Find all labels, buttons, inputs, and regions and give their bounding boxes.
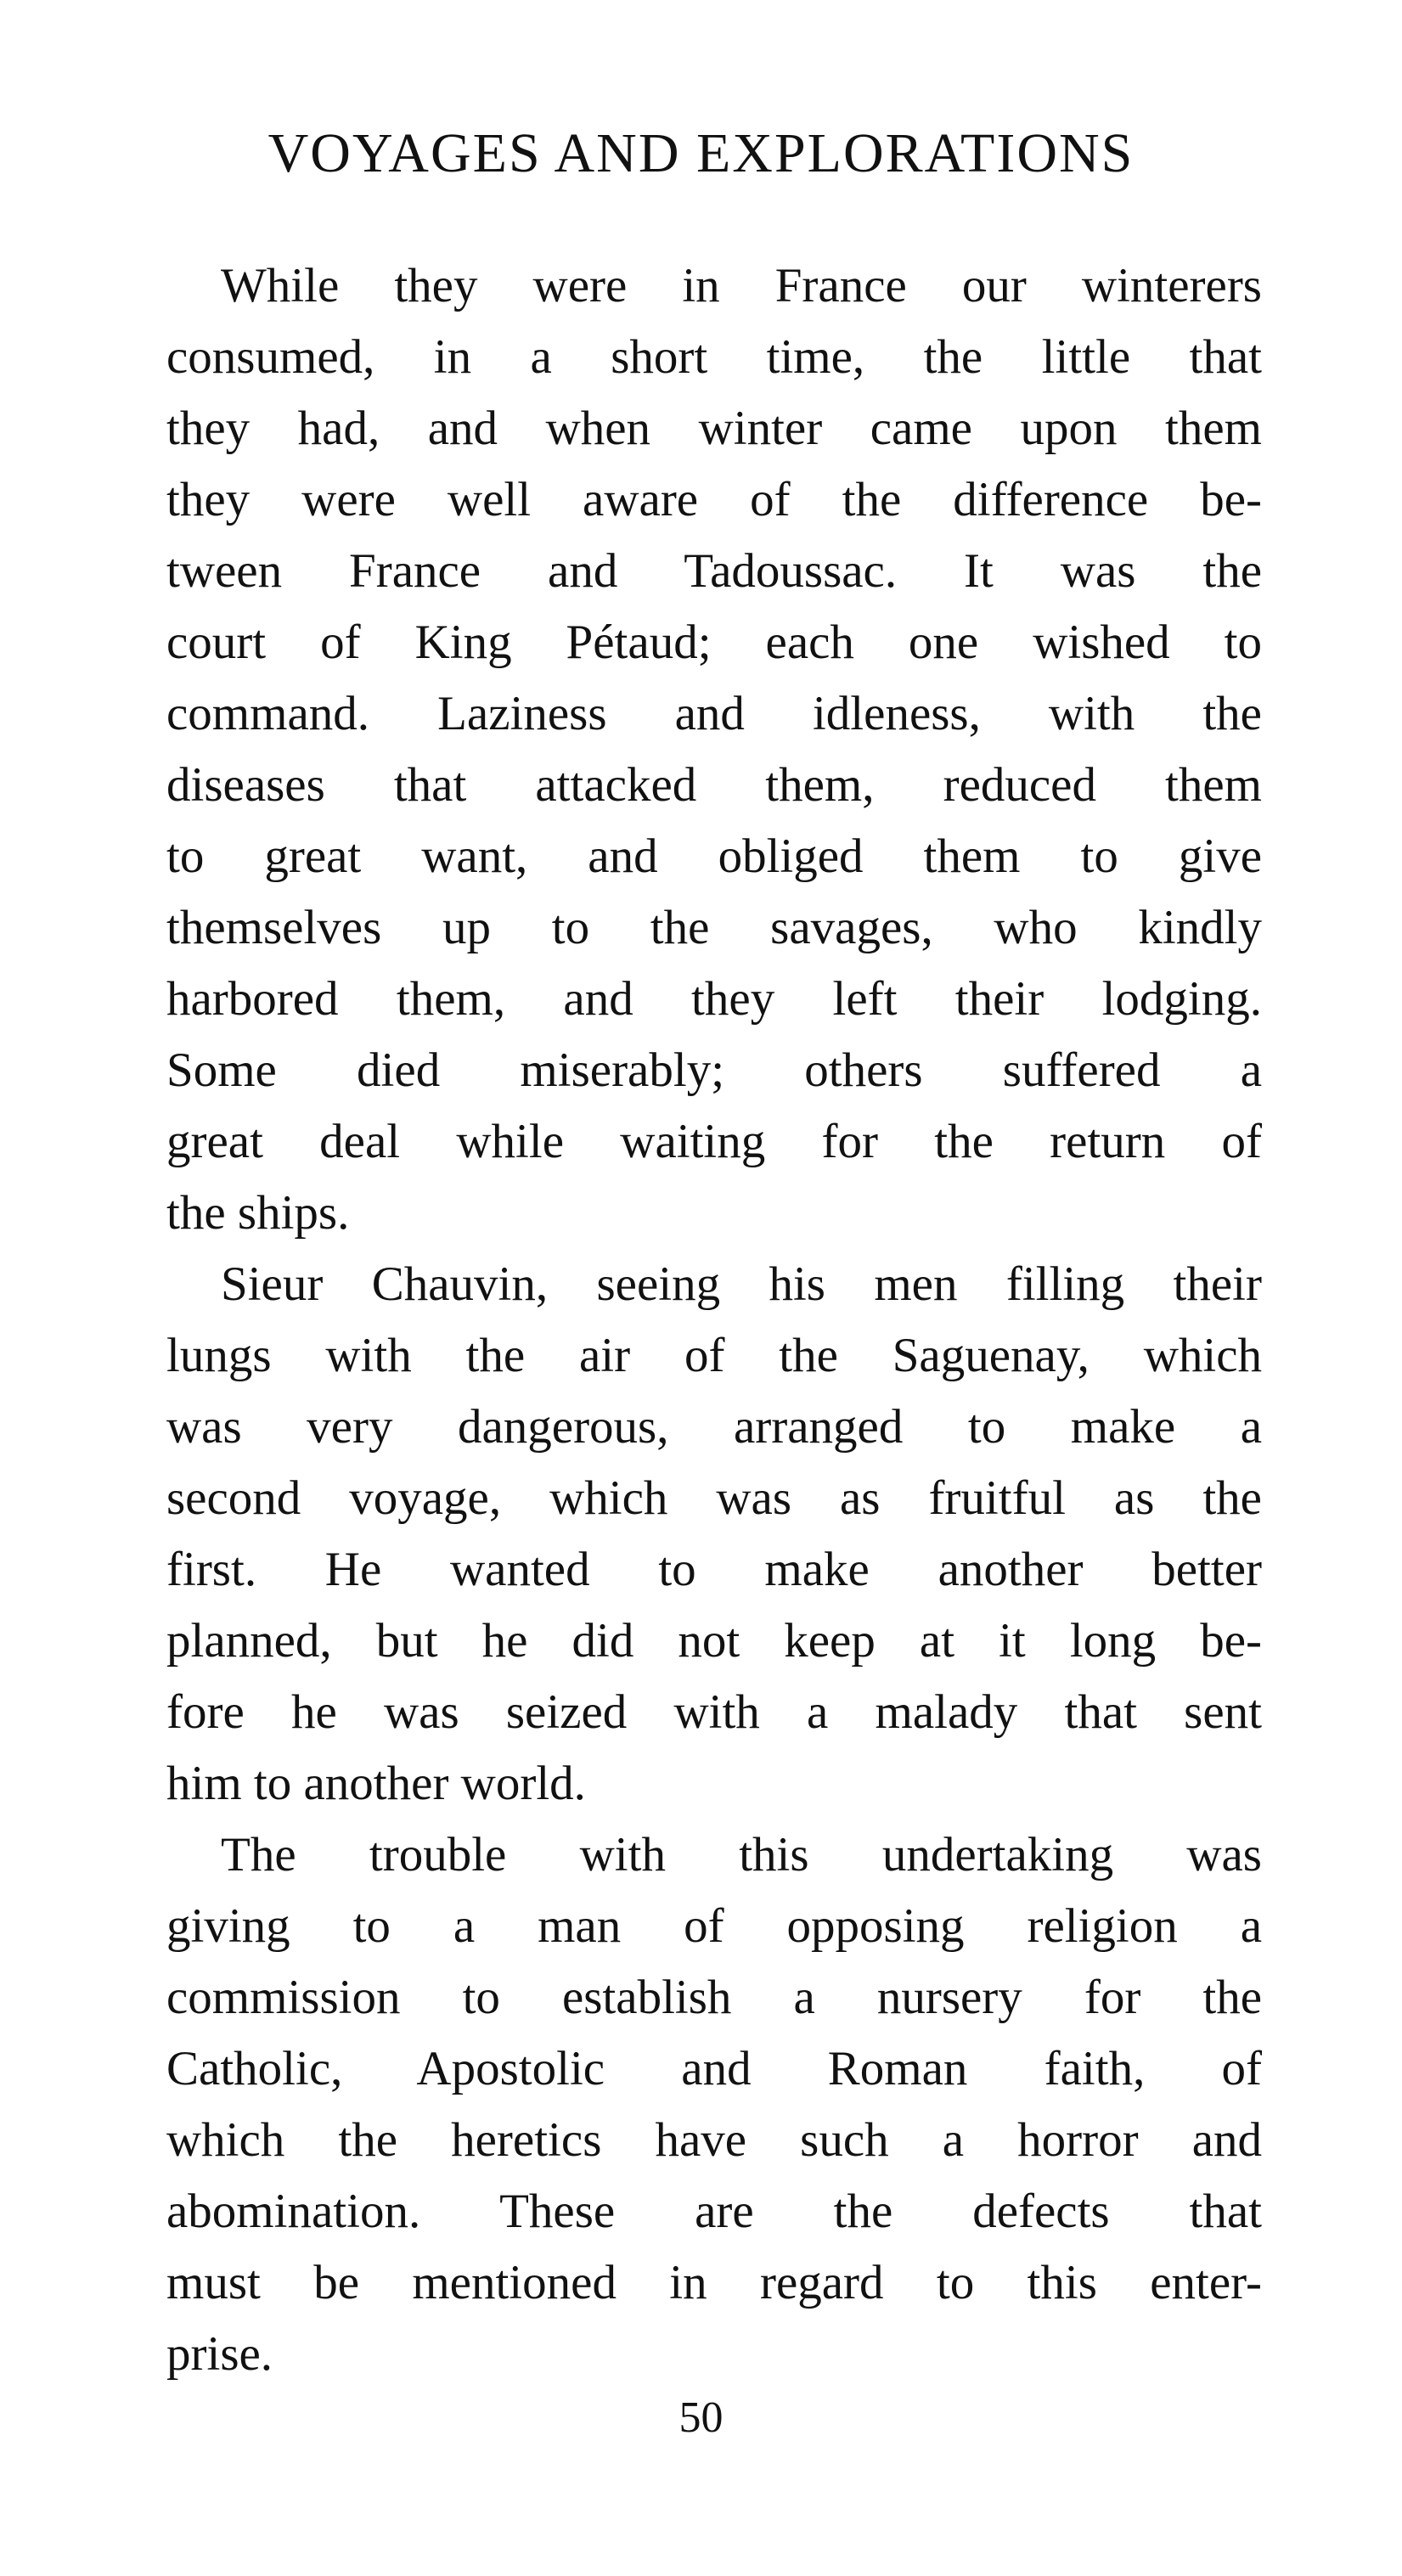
text-line: commission to establish a nursery for the: [166, 1971, 1262, 2024]
page-number: 50: [678, 2393, 724, 2442]
text-line: Sieur Chauvin, seeing his men filling their: [221, 1257, 1262, 1311]
text-line: abomination. These are the defects that: [166, 2185, 1262, 2238]
text-line: The trouble with this undertaking was: [221, 1828, 1262, 1881]
text-line: which the heretics have such a horror and: [166, 2113, 1262, 2167]
text-line: first. He wanted to make another better: [166, 1543, 1262, 1596]
text-line: to great want, and obliged them to give: [166, 830, 1262, 883]
paragraph-1: [166, 250, 1262, 1249]
text-line: second voyage, which was as fruitful as the: [166, 1471, 1262, 1525]
text-line: giving to a man of opposing religion a: [166, 1899, 1262, 1953]
text-line: the ships.: [166, 1186, 350, 1240]
text-line: lungs with the air of the Saguenay, which: [166, 1329, 1262, 1382]
text-line: him to another world.: [166, 1757, 586, 1810]
text-line: harbored them, and they left their lodging.: [166, 972, 1262, 1026]
text-line: themselves up to the savages, who kindly: [166, 901, 1262, 954]
text-line: Some died miserably; others suffered a: [166, 1043, 1262, 1097]
paragraph-2: [166, 1249, 1262, 1820]
text-line: great deal while waiting for the return of: [166, 1115, 1262, 1168]
text-line: they were well aware of the difference be-: [166, 473, 1262, 526]
text-line: court of King Pétaud; each one wished to: [166, 616, 1262, 669]
text-line: tween France and Tadoussac. It was the: [166, 544, 1262, 598]
running-head: VOYAGES AND EXPLORATIONS: [267, 122, 1135, 184]
text-line: Catholic, Apostolic and Roman faith, of: [166, 2042, 1262, 2095]
text-line: fore he was seized with a malady that sent: [166, 1685, 1262, 1739]
body-text: [166, 250, 1262, 2390]
text-line: they had, and when winter came upon them: [166, 402, 1262, 455]
text-line: prise.: [166, 2327, 273, 2381]
text-line: While they were in France our winterers: [221, 259, 1262, 312]
text-line: planned, but he did not keep at it long be-: [166, 1614, 1262, 1668]
text-line: was very dangerous, arranged to make a: [166, 1400, 1262, 1454]
text-line: diseases that attacked them, reduced them: [166, 758, 1262, 812]
paragraph-3: [166, 1820, 1262, 2390]
text-line: must be mentioned in regard to this enter-: [166, 2256, 1262, 2309]
text-line: command. Laziness and idleness, with the: [166, 687, 1262, 740]
text-line: consumed, in a short time, the little that: [166, 330, 1262, 384]
